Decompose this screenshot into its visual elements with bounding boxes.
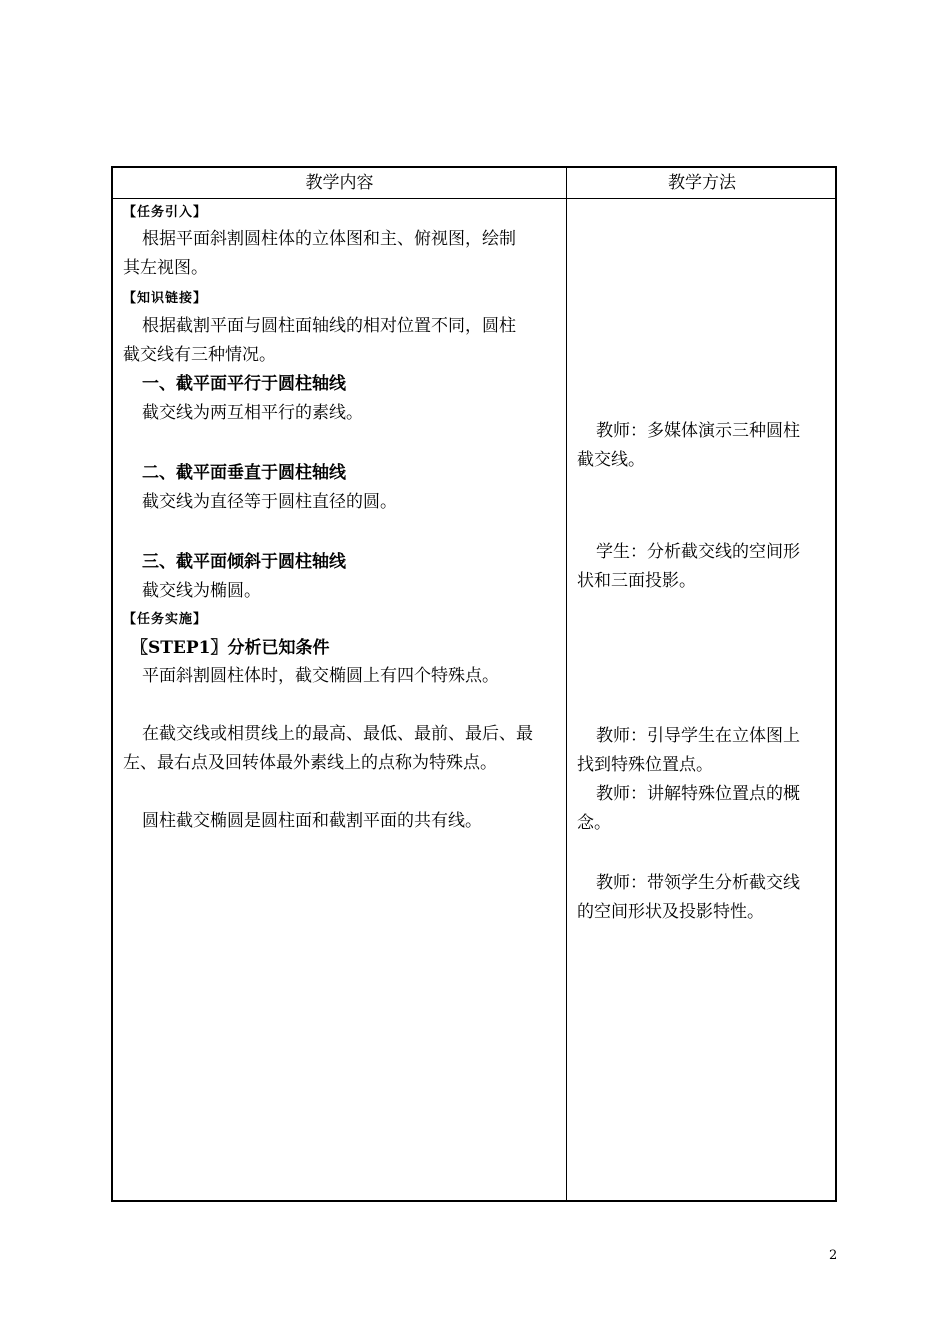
knowledge-line-1: 根据截割平面与圆柱面轴线的相对位置不同，圆柱 xyxy=(142,316,516,336)
special-line-1: 在截交线或相贯线上的最高、最低、最前、最后、最 xyxy=(142,724,533,744)
task-impl-tag: 【任务实施】 xyxy=(123,612,208,627)
case3-text: 截交线为椭圆。 xyxy=(142,581,261,601)
method-1-line-2: 截交线。 xyxy=(577,450,645,470)
common-line: 圆柱截交椭圆是圆柱面和截割平面的共有线。 xyxy=(142,811,482,831)
header-method: 教学方法 xyxy=(668,173,736,193)
method-3-line-1: 教师：引导学生在立体图上 xyxy=(596,726,800,746)
lesson-table xyxy=(111,166,837,1202)
intro-line-1: 根据平面斜割圆柱体的立体图和主、俯视图，绘制 xyxy=(142,229,516,249)
case2-text: 截交线为直径等于圆柱直径的圆。 xyxy=(142,492,397,512)
knowledge-line-2: 截交线有三种情况。 xyxy=(123,345,276,365)
column-divider xyxy=(566,168,567,1200)
method-4-line-2: 念。 xyxy=(577,813,611,833)
case1-title: 一、截平面平行于圆柱轴线 xyxy=(142,374,346,394)
method-1-line-1: 教师：多媒体演示三种圆柱 xyxy=(596,421,800,441)
method-2-line-2: 状和三面投影。 xyxy=(577,571,696,591)
step1-title: 〖STEP1〗分析已知条件 xyxy=(131,638,330,658)
step1-text: 平面斜割圆柱体时，截交椭圆上有四个特殊点。 xyxy=(142,666,499,686)
case3-title: 三、截平面倾斜于圆柱轴线 xyxy=(142,552,346,572)
special-line-2: 左、最右点及回转体最外素线上的点称为特殊点。 xyxy=(123,753,497,773)
method-3-line-2: 找到特殊位置点。 xyxy=(577,755,713,775)
method-5-line-1: 教师：带领学生分析截交线 xyxy=(596,873,800,893)
method-4-line-1: 教师：讲解特殊位置点的概 xyxy=(596,784,800,804)
header-content: 教学内容 xyxy=(305,173,374,193)
intro-line-2: 其左视图。 xyxy=(123,258,208,278)
page-number: 2 xyxy=(829,1248,838,1263)
knowledge-tag: 【知识链接】 xyxy=(123,291,208,306)
header-divider xyxy=(113,198,835,199)
task-intro-tag: 【任务引入】 xyxy=(123,205,208,220)
case1-text: 截交线为两互相平行的素线。 xyxy=(142,403,363,423)
method-5-line-2: 的空间形状及投影特性。 xyxy=(577,902,764,922)
case2-title: 二、截平面垂直于圆柱轴线 xyxy=(142,463,346,483)
method-2-line-1: 学生：分析截交线的空间形 xyxy=(596,542,800,562)
